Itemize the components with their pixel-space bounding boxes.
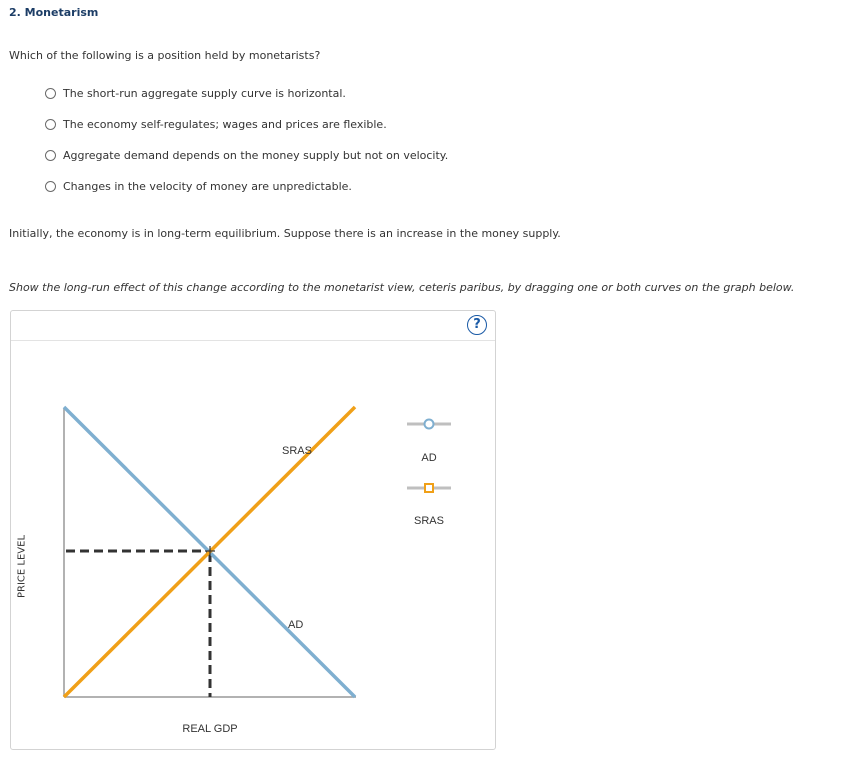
legend-sras-square-icon[interactable]: [425, 484, 433, 492]
y-axis-label: PRICE LEVEL: [16, 534, 28, 599]
option-label: Changes in the velocity of money are unpredictable.: [63, 179, 352, 193]
question-prompt: Which of the following is a position held by monetarists?: [9, 49, 321, 62]
x-axis-label: REAL GDP: [182, 723, 238, 735]
legend-sras-label: SRAS: [414, 515, 444, 527]
option-label: Aggregate demand depends on the money supply but not on velocity.: [63, 148, 449, 162]
legend-ad-circle-icon[interactable]: [425, 420, 434, 429]
question-title: 2. Monetarism: [9, 6, 99, 19]
legend-ad-label: AD: [421, 452, 437, 464]
sras-curve-label: SRAS: [282, 445, 312, 457]
option-label: The short-run aggregate supply curve is horizontal.: [63, 86, 346, 100]
help-icon[interactable]: ?: [467, 315, 487, 335]
option-label: The economy self-regulates; wages and prices are flexible.: [63, 117, 387, 131]
scenario-statement: Initially, the economy is in long-term equilibrium. Suppose there is an increase in the money supply.: [9, 227, 561, 240]
graph-instruction: Show the long-run effect of this change according to the monetarist view, ceteris paribus, by dragging one or both curves on the graph below.: [9, 281, 795, 294]
ad-curve-label: AD: [288, 619, 304, 631]
